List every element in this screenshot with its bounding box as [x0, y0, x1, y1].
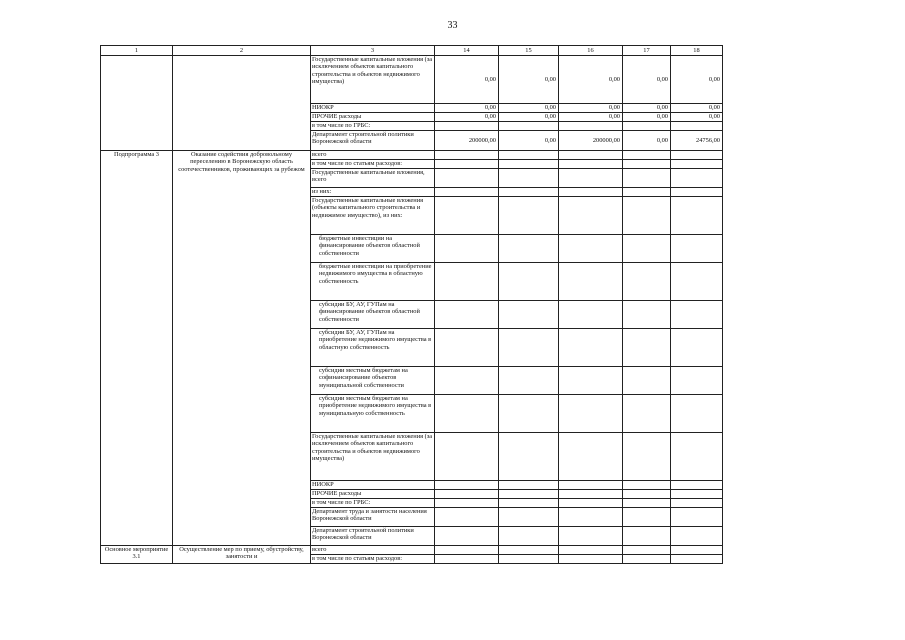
column-header: 1 [101, 46, 173, 56]
value-cell [623, 329, 671, 367]
expense-item: субсидии БУ, АУ, ГУПам на приобретение недвижимого имущества в областную собственность [311, 329, 435, 367]
value-cell [435, 527, 499, 546]
value-cell: 0,00 [435, 113, 499, 122]
expense-item: Государственные капитальные вложения (объекты капитального строительства и недвижимое имущество), из них: [311, 197, 435, 235]
value-cell: 0,00 [499, 131, 559, 151]
value-cell [623, 546, 671, 555]
value-cell [623, 301, 671, 329]
value-cell [671, 122, 723, 131]
value-cell [623, 197, 671, 235]
value-cell [559, 555, 623, 564]
code-cell-empty [101, 56, 173, 151]
value-cell [435, 433, 499, 481]
value-cell [623, 433, 671, 481]
name-cell-empty [173, 56, 311, 151]
value-cell [499, 433, 559, 481]
subprogram-name: Оказание содействия добровольному переселению в Воронежскую область соотечественников, проживающих за рубежом [173, 151, 311, 546]
value-cell [623, 263, 671, 301]
value-cell [623, 499, 671, 508]
value-cell [499, 508, 559, 527]
value-cell [499, 160, 559, 169]
value-cell [623, 235, 671, 263]
column-header: 3 [311, 46, 435, 56]
expense-item: из них: [311, 188, 435, 197]
column-header: 15 [499, 46, 559, 56]
expense-item: субсидии БУ, АУ, ГУПам на финансирование объектов областной собственности [311, 301, 435, 329]
value-cell [623, 160, 671, 169]
value-cell [623, 395, 671, 433]
value-cell [435, 197, 499, 235]
value-cell [499, 151, 559, 160]
value-cell [671, 490, 723, 499]
expense-item: Департамент труда и занятости населения Воронежской области [311, 508, 435, 527]
value-cell: 0,00 [559, 104, 623, 113]
value-cell: 0,00 [559, 113, 623, 122]
value-cell [435, 151, 499, 160]
page-number: 33 [447, 20, 458, 31]
value-cell [499, 490, 559, 499]
value-cell: 0,00 [499, 56, 559, 104]
value-cell [435, 122, 499, 131]
value-cell [559, 490, 623, 499]
value-cell [499, 527, 559, 546]
value-cell [559, 546, 623, 555]
value-cell: 0,00 [623, 56, 671, 104]
expense-item: ПРОЧИЕ расходы [311, 490, 435, 499]
value-cell [623, 151, 671, 160]
budget-table [100, 45, 723, 564]
value-cell: 0,00 [559, 56, 623, 104]
value-cell [559, 395, 623, 433]
value-cell [559, 301, 623, 329]
value-cell: 0,00 [499, 113, 559, 122]
expense-item: Государственные капитальные вложения (за исключением объектов капитального строительства и объектов недвижимого имущества) [311, 433, 435, 481]
expense-item: бюджетные инвестиции на приобретение недвижимого имущества в областную собственность [311, 263, 435, 301]
value-cell: 24756,00 [671, 131, 723, 151]
value-cell [623, 481, 671, 490]
value-cell [559, 169, 623, 188]
activity-name: Осуществление мер по приему, обустройству, занятости и [173, 546, 311, 564]
value-cell: 0,00 [435, 56, 499, 104]
value-cell [559, 527, 623, 546]
expense-item: Государственные капитальные вложения (за исключением объектов капитального строительства и объектов недвижимого имущества) [311, 56, 435, 104]
value-cell [435, 481, 499, 490]
value-cell [435, 188, 499, 197]
value-cell: 0,00 [435, 104, 499, 113]
value-cell [671, 329, 723, 367]
expense-item: в том числе по статьям расходов: [311, 555, 435, 564]
expense-item: субсидии местным бюджетам на софинансирование объектов муниципальной собственности [311, 367, 435, 395]
value-cell [671, 151, 723, 160]
value-cell [623, 188, 671, 197]
value-cell [559, 235, 623, 263]
value-cell [671, 508, 723, 527]
value-cell [671, 395, 723, 433]
value-cell: 0,00 [623, 131, 671, 151]
value-cell [623, 122, 671, 131]
value-cell [559, 433, 623, 481]
value-cell [671, 197, 723, 235]
value-cell [559, 160, 623, 169]
value-cell: 0,00 [671, 113, 723, 122]
expense-item: в том числе по статьям расходов: [311, 160, 435, 169]
column-header: 16 [559, 46, 623, 56]
value-cell [671, 546, 723, 555]
table-row [101, 546, 723, 555]
value-cell [671, 235, 723, 263]
value-cell: 0,00 [671, 56, 723, 104]
value-cell [623, 490, 671, 499]
expense-item: Департамент строительной политики Воронежской области [311, 527, 435, 546]
value-cell: 200000,00 [559, 131, 623, 151]
value-cell [671, 301, 723, 329]
value-cell [559, 263, 623, 301]
value-cell [623, 367, 671, 395]
value-cell [499, 499, 559, 508]
value-cell [435, 499, 499, 508]
value-cell [671, 263, 723, 301]
expense-item: в том числе по ГРБС: [311, 499, 435, 508]
value-cell [499, 329, 559, 367]
value-cell [499, 555, 559, 564]
expense-item: бюджетные инвестиции на финансирование объектов областной собственности [311, 235, 435, 263]
subprogram-code: Подпрограмма 3 [101, 151, 173, 546]
value-cell [435, 235, 499, 263]
expense-item: НИОКР [311, 104, 435, 113]
value-cell [671, 188, 723, 197]
value-cell: 0,00 [623, 113, 671, 122]
value-cell [499, 122, 559, 131]
value-cell [623, 169, 671, 188]
value-cell [559, 367, 623, 395]
column-header: 14 [435, 46, 499, 56]
value-cell [435, 555, 499, 564]
expense-item: Департамент строительной политики Воронежской области [311, 131, 435, 151]
value-cell [671, 481, 723, 490]
value-cell [559, 197, 623, 235]
table-row [101, 151, 723, 160]
value-cell [671, 169, 723, 188]
value-cell [559, 151, 623, 160]
value-cell [559, 329, 623, 367]
value-cell [499, 169, 559, 188]
value-cell [559, 481, 623, 490]
expense-item: всего [311, 546, 435, 555]
value-cell [559, 122, 623, 131]
value-cell [671, 160, 723, 169]
value-cell [559, 499, 623, 508]
value-cell [435, 160, 499, 169]
value-cell [499, 395, 559, 433]
value-cell [435, 301, 499, 329]
value-cell [435, 546, 499, 555]
value-cell [671, 499, 723, 508]
value-cell [499, 235, 559, 263]
value-cell [435, 329, 499, 367]
value-cell [435, 395, 499, 433]
value-cell [435, 367, 499, 395]
value-cell [499, 367, 559, 395]
value-cell [435, 490, 499, 499]
expense-item: в том числе по ГРБС: [311, 122, 435, 131]
column-header: 18 [671, 46, 723, 56]
expense-item: ПРОЧИЕ расходы [311, 113, 435, 122]
value-cell [499, 546, 559, 555]
value-cell: 0,00 [623, 104, 671, 113]
expense-item: НИОКР [311, 481, 435, 490]
value-cell [435, 508, 499, 527]
expense-item: Государственные капитальные вложения, всего [311, 169, 435, 188]
value-cell [671, 555, 723, 564]
value-cell [623, 555, 671, 564]
column-header: 17 [623, 46, 671, 56]
value-cell: 0,00 [671, 104, 723, 113]
value-cell [671, 367, 723, 395]
value-cell: 200000,00 [435, 131, 499, 151]
table-row [101, 56, 723, 104]
expense-item: субсидии местным бюджетам на приобретение недвижимого имущества в муниципальную собственность [311, 395, 435, 433]
value-cell [435, 169, 499, 188]
expense-item: всего [311, 151, 435, 160]
value-cell [435, 263, 499, 301]
column-header: 2 [173, 46, 311, 56]
value-cell [499, 481, 559, 490]
value-cell [559, 508, 623, 527]
value-cell [559, 188, 623, 197]
value-cell [499, 301, 559, 329]
value-cell [623, 527, 671, 546]
value-cell [671, 527, 723, 546]
value-cell [671, 433, 723, 481]
header-row [101, 46, 723, 56]
value-cell [499, 197, 559, 235]
value-cell: 0,00 [499, 104, 559, 113]
value-cell [499, 188, 559, 197]
value-cell [499, 263, 559, 301]
value-cell [623, 508, 671, 527]
activity-code: Основное мероприятие 3.1 [101, 546, 173, 564]
